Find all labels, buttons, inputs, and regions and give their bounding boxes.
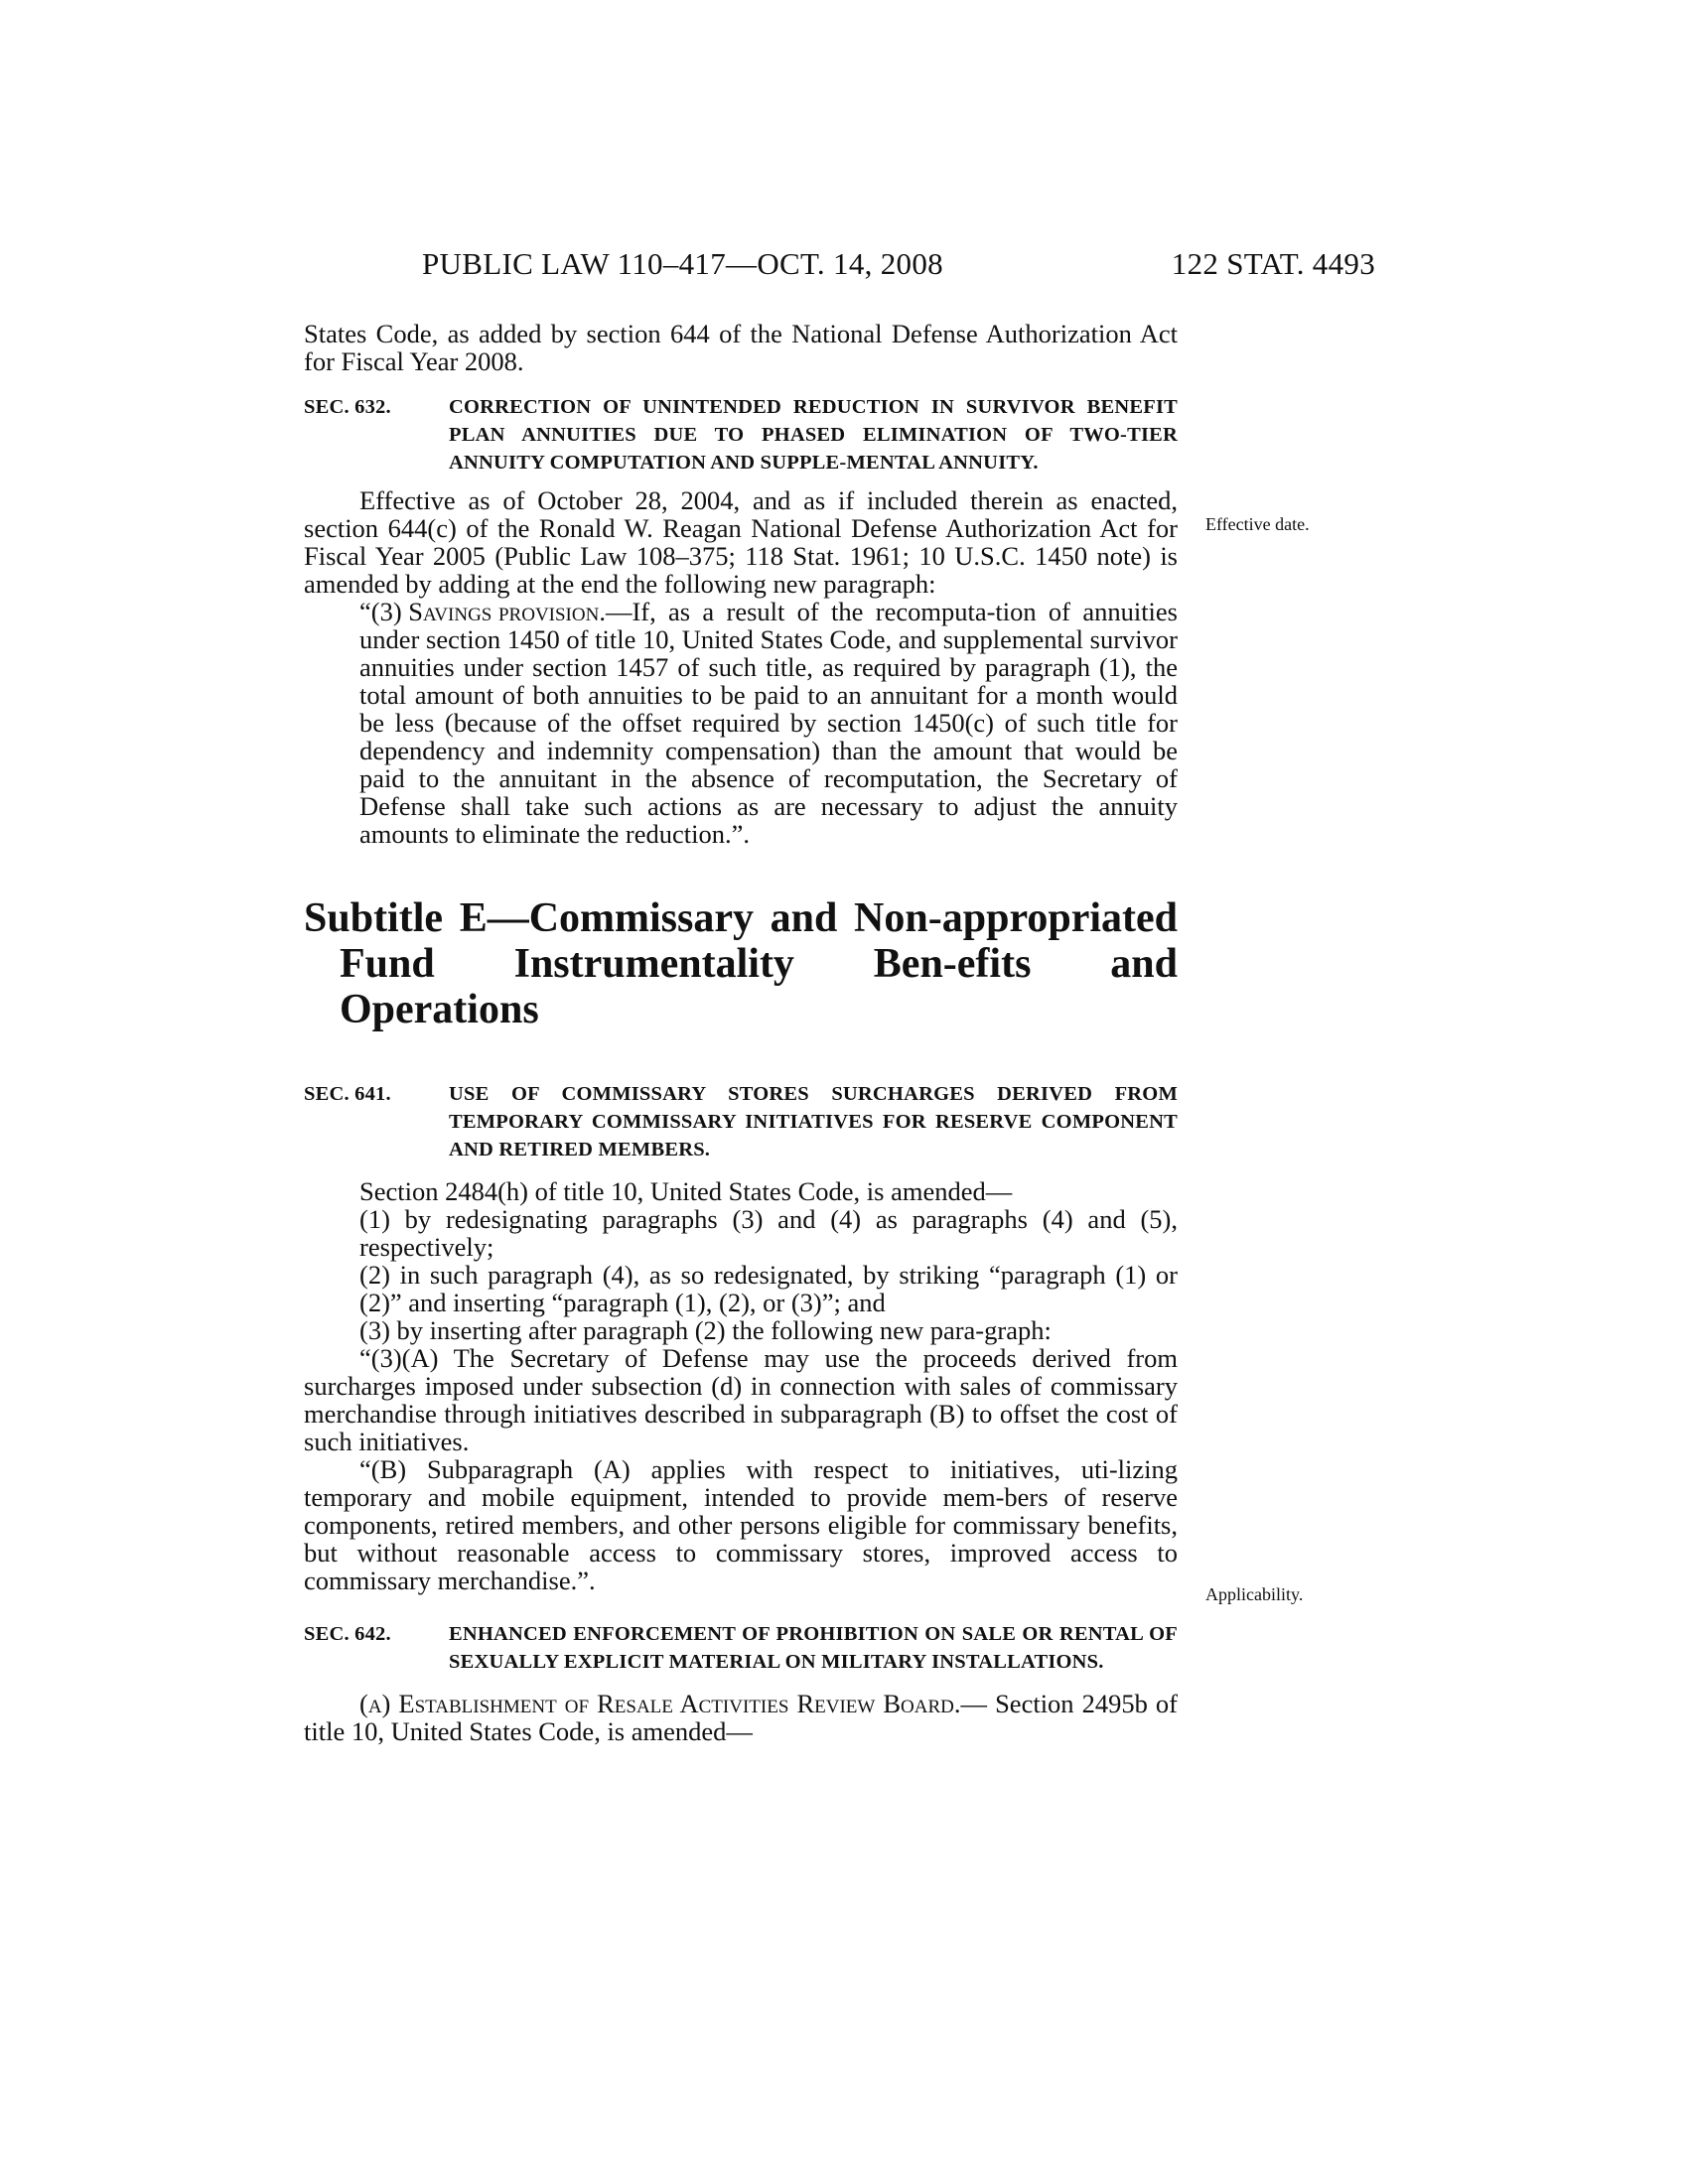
margin-note-applicability: Applicability. <box>1205 1584 1304 1604</box>
savings-provision-quote <box>304 598 1178 848</box>
page-header <box>422 246 1375 286</box>
savings-provision-text: —If, as a result of the recomputa-tion of annuities under section 1450 of title 10, United States Code, and supplemental survivor annuities under section 1457 of such title, as required by paragraph (1), the total amount of both annuities to be paid to an annuitant for a month would be less (because of the offset required by section 1450(c) of such title for dependency and indemnity compensation) than the amount that would be paid to the annuitant in the absence of recomputation, the Secretary of Defense shall take such actions as are necessary to adjust the annuity amounts to eliminate the reduction.”. <box>359 597 1178 849</box>
section-642-heading <box>304 1620 1178 1676</box>
list-item-2 <box>304 1261 1178 1316</box>
section-title: ENHANCED ENFORCEMENT OF PROHIBITION ON SALE OR RENTAL OF SEXUALLY EXPLICIT MATERIAL ON MILITARY INSTALLATIONS. <box>449 1623 1178 1673</box>
section-number: SEC. 632. <box>304 396 391 418</box>
section-642-paragraph-a <box>304 1690 1178 1745</box>
subtitle-e-heading: Subtitle E—Commissary and Non-appropriated Fund Instrumentality Ben-efits and Operations <box>304 895 1178 1032</box>
section-number: SEC. 641. <box>304 1083 391 1105</box>
list-item-text: (1) by redesignating paragraphs (3) and (4) as paragraphs (4) and (5), respectively; <box>359 1204 1178 1262</box>
list-item-text: (2) in such paragraph (4), as so redesignated, by striking “paragraph (1) or (2)” and inserting “paragraph (1), (2), or (3)”; and <box>359 1260 1178 1317</box>
list-item-text: (3) by inserting after paragraph (2) the following new para-graph: <box>359 1315 1052 1345</box>
quoted-subparagraph-a: “(3)(A) The Secretary of Defense may use the proceeds derived from surcharges imposed under subsection (d) in connection with sales of commissary merchandise through initiatives described in subparagraph (B) to offset the cost of such initiatives. <box>304 1343 1178 1456</box>
section-number: SEC. 642. <box>304 1623 391 1645</box>
continuation-paragraph: States Code, as added by section 644 of the National Defense Authorization Act for Fiscal Year 2008. <box>304 319 1178 376</box>
subsection-text: — Section 2495b of title 10, United States Code, is amended— <box>304 1689 1178 1746</box>
subsection-heading: (a) Establishment of Resale Activities Review Board. <box>359 1689 961 1718</box>
savings-provision-lead: “(3) Savings provision. <box>359 597 606 626</box>
list-item-1 <box>304 1205 1178 1261</box>
statute-page-number: 122 STAT. 4493 <box>1171 246 1375 281</box>
main-text-column <box>304 320 1178 1745</box>
section-641-heading <box>304 1080 1178 1163</box>
public-law-citation: PUBLIC LAW 110–417—OCT. 14, 2008 <box>422 246 943 281</box>
section-641-intro: Section 2484(h) of title 10, United States Code, is amended— <box>359 1176 1013 1206</box>
section-title: CORRECTION OF UNINTENDED REDUCTION IN SURVIVOR BENEFIT PLAN ANNUITIES DUE TO PHASED ELIMINATION OF TWO-TIER ANNUITY COMPUTATION AND SUPPLE-MENTAL ANNUITY. <box>449 396 1178 474</box>
list-item-3 <box>304 1316 1178 1344</box>
section-title: USE OF COMMISSARY STORES SURCHARGES DERIVED FROM TEMPORARY COMMISSARY INITIATIVES FOR RESERVE COMPONENT AND RETIRED MEMBERS. <box>449 1083 1178 1160</box>
margin-note-effective-date: Effective date. <box>1205 514 1310 534</box>
section-632-paragraph: Effective as of October 28, 2004, and as if included therein as enacted, section 644(c) of the Ronald W. Reagan National Defense Authorization Act for Fiscal Year 2005 (Public Law 108–375; 118 Stat. 1961; 10 U.S.C. 1450 note) is amended by adding at the end the following new paragraph: <box>304 485 1178 599</box>
section-632-heading <box>304 393 1178 477</box>
quoted-subparagraph-b: “(B) Subparagraph (A) applies with respect to initiatives, uti-lizing temporary and mobile equipment, intended to provide mem-bers of reserve components, retired members, and other persons eligible for commissary benefits, but without reasonable access to commissary stores, improved access to commissary merchandise.”. <box>304 1454 1178 1595</box>
